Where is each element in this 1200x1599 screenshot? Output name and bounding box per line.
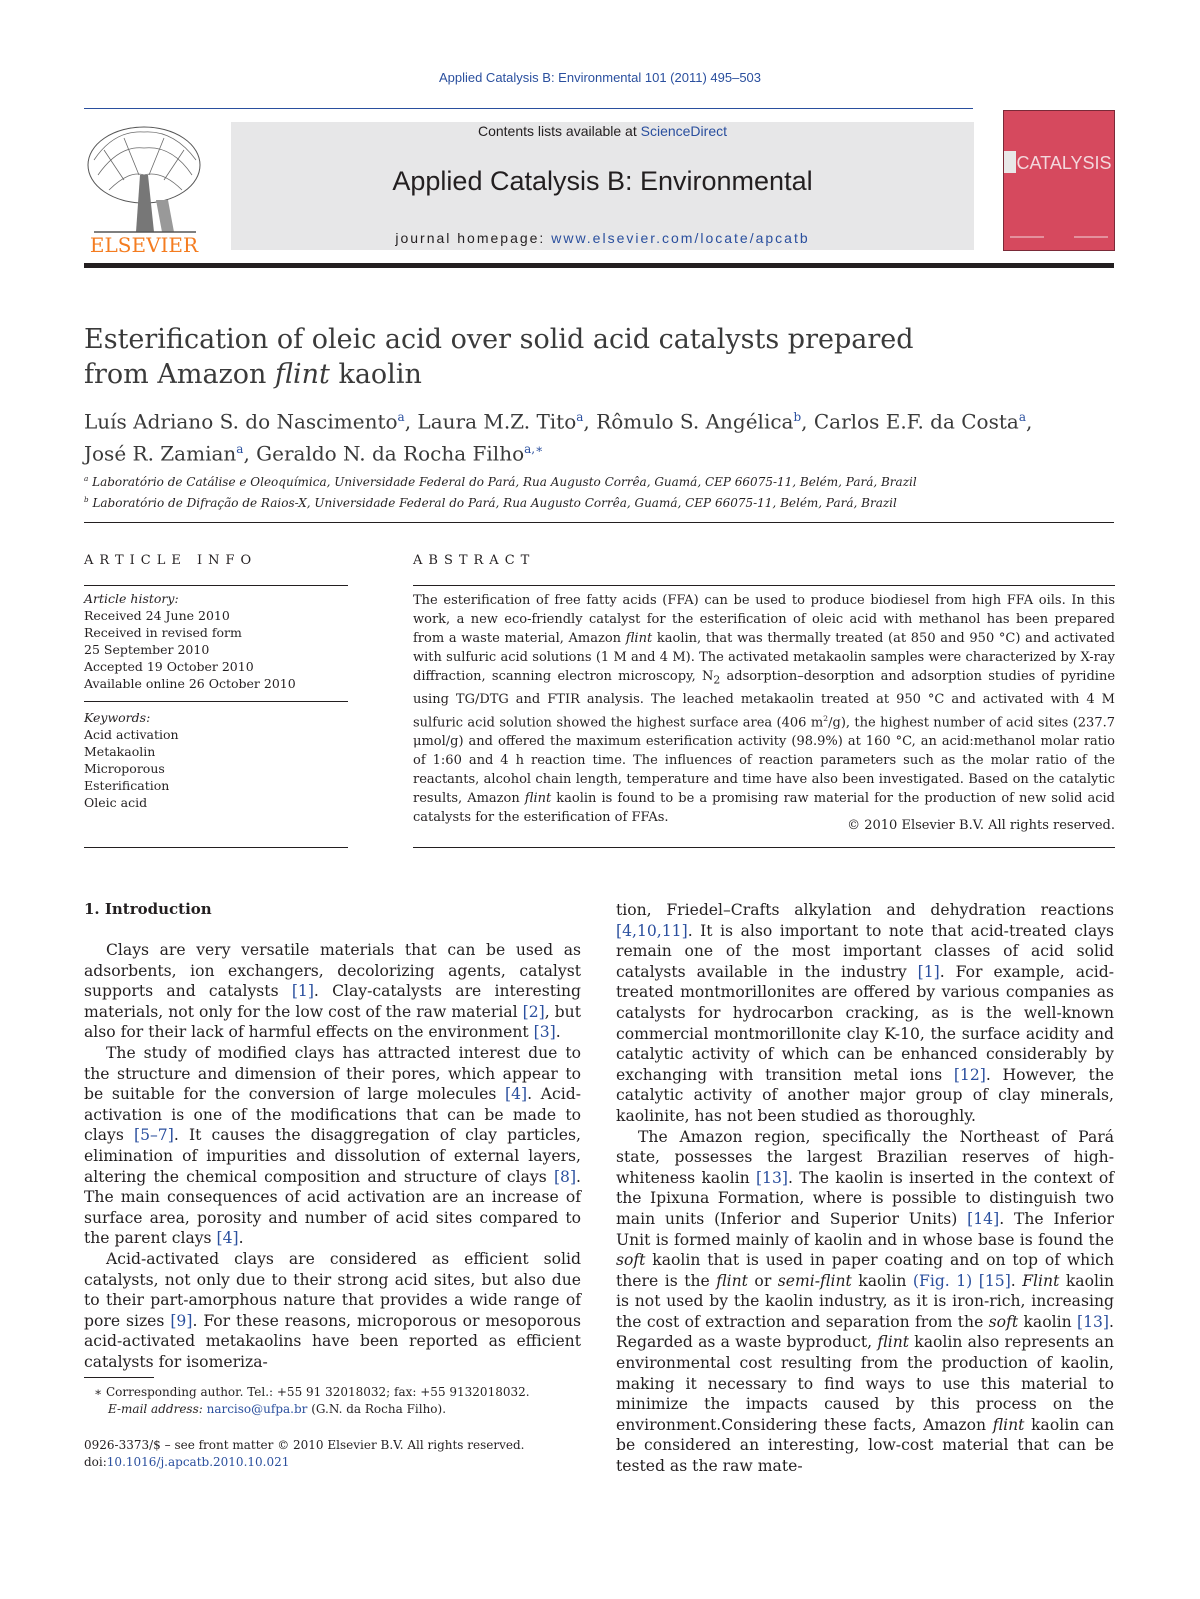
author-sep: , bbox=[404, 409, 418, 434]
doi-link[interactable]: 10.1016/j.apcatb.2010.10.021 bbox=[106, 1455, 290, 1469]
footnote-line: ∗ Corresponding author. Tel.: +55 91 32018032; fax: +55 9132018032. bbox=[94, 1385, 530, 1399]
paragraph bbox=[84, 1043, 581, 1249]
homepage-link[interactable]: www.elsevier.com/locate/apcatb bbox=[551, 230, 810, 246]
email-suffix: (G.N. da Rocha Filho). bbox=[307, 1402, 447, 1416]
text-run: kaolin bbox=[851, 1271, 913, 1290]
text-run: . For these reasons, microporous or mesoporous acid-activated metakaolins have been reported as efficient catalysts for isomeriza- bbox=[84, 1311, 582, 1371]
abstract-em: flint bbox=[625, 631, 653, 646]
affiliation bbox=[84, 491, 1114, 512]
text-run: . Regarded as a waste byproduct, bbox=[616, 1312, 1114, 1352]
title-line-2-pre: from Amazon bbox=[84, 359, 275, 390]
text-run: tion, Friedel–Crafts alkylation and dehydration reactions bbox=[616, 901, 1114, 919]
sciencedirect-link[interactable]: ScienceDirect bbox=[640, 123, 727, 139]
email-label: E-mail address: bbox=[108, 1402, 207, 1416]
text-run: kaolin that is used in paper coating and on top of which there is the bbox=[616, 1251, 1114, 1290]
citation-link[interactable]: [13] bbox=[1077, 1312, 1110, 1331]
citation-link[interactable]: (Fig. 1) bbox=[912, 1271, 973, 1290]
text-run: The Amazon region, specifically the Northeast of Pará state, possesses the largest Brazilian reserves of high-whiteness kaolin bbox=[616, 1127, 1114, 1187]
text-run: . It is also important to note that acid-treated clays remain one of the most important classes of acid solid catalysts available in the industry bbox=[616, 921, 1114, 981]
abstract-sup: 2 bbox=[823, 713, 829, 723]
history-item: Available online 26 October 2010 bbox=[84, 676, 296, 691]
emphasis: soft bbox=[616, 1251, 646, 1270]
author[interactable]: Laura M.Z. Tito bbox=[417, 409, 577, 434]
text-run: kaolin also represents an environmental cost resulting from the production of kaolin, making it necessary to find ways to use this material to minimize the impacts caused by this process on the environment.Considering these facts, Amazon bbox=[616, 1333, 1114, 1434]
citation-link[interactable]: [14] bbox=[967, 1209, 1000, 1228]
text-run: . The kaolin is inserted in the context of the Ipixuna Formation, where is possible to distinguish two main units (Inferior and Superior Units) bbox=[616, 1168, 1114, 1228]
cover-art bbox=[1004, 111, 1114, 250]
keyword: Oleic acid bbox=[84, 795, 148, 810]
text-run: , but also for their lack of harmful effects on the environment bbox=[84, 1002, 581, 1042]
footnote-rule bbox=[84, 1377, 154, 1378]
abstract-part: kaolin is found to be a promising raw material for the production of new solid acid catalysts for the esterification of FFAs. bbox=[413, 790, 1115, 825]
history-label bbox=[84, 590, 348, 607]
author-sep: , bbox=[801, 409, 814, 434]
author[interactable]: Carlos E.F. da Costa bbox=[813, 409, 1019, 434]
journal-banner bbox=[231, 122, 974, 250]
doi-line bbox=[84, 1454, 581, 1471]
journal-name: Applied Catalysis B: Environmental bbox=[392, 166, 813, 196]
emphasis: flint bbox=[877, 1333, 910, 1352]
footnote-email bbox=[84, 1401, 581, 1418]
affiliation-mark: b bbox=[84, 495, 89, 504]
affiliation bbox=[84, 470, 1114, 491]
abstract-heading: ABSTRACT bbox=[413, 553, 536, 568]
contents-line bbox=[231, 122, 974, 140]
history-item: 25 September 2010 bbox=[84, 642, 210, 657]
title-line-1: Esterification of oleic acid over solid acid catalysts prepared bbox=[84, 324, 914, 355]
author-affil-mark[interactable]: a,∗ bbox=[524, 441, 544, 456]
article-title bbox=[84, 322, 984, 392]
keyword: Microporous bbox=[84, 761, 165, 776]
keyword: Acid activation bbox=[84, 727, 179, 742]
abstract-rule bbox=[413, 585, 1115, 586]
top-rule bbox=[84, 108, 973, 109]
abstract-copyright: © 2010 Elsevier B.V. All rights reserved. bbox=[847, 818, 1115, 833]
keywords-label bbox=[84, 709, 348, 726]
abstract-part: adsorption–desorption and adsorption studies of pyridine using TG/DTG and FTIR analysis. The leached metakaolin treated at 950 °C and activated with 4 M sulfuric acid solution showed the highest surface area (406 m bbox=[413, 669, 1116, 730]
author-affil-mark[interactable]: a bbox=[236, 441, 244, 456]
abstract-part: /g), the highest number of acid sites (237.7 μmol/g) and offered the maximum esterification activity (98.9%) at 160 °C, an acid:methanol molar ratio of 1:60 and 4 h reaction time. The influences of reaction parameters such as the molar ratio of the reactants, alcohol chain length, temperature and time have also been investigated. Based on the catalytic results, Amazon bbox=[413, 714, 1116, 806]
text-run: kaolin is not used by the kaolin industry, as it is iron-rich, increasing the cost of extraction and separation from the bbox=[616, 1271, 1114, 1331]
text-run: . bbox=[555, 1023, 561, 1042]
text-run: . The Inferior Unit is formed mainly of kaolin and in whose base is found the bbox=[616, 1209, 1114, 1249]
author-affil-mark[interactable]: a bbox=[576, 410, 584, 424]
contents-prefix: Contents lists available at bbox=[477, 123, 641, 139]
issn-line: 0926-3373/$ – see front matter © 2010 Elsevier B.V. All rights reserved. bbox=[84, 1438, 525, 1452]
text-run: . Acid-activation is one of the modifications that can be made to clays bbox=[84, 1085, 581, 1145]
emphasis: flint bbox=[992, 1415, 1025, 1434]
emphasis: flint bbox=[716, 1271, 748, 1290]
history-item: Received 24 June 2010 bbox=[84, 608, 230, 623]
emphasis: Flint bbox=[1022, 1271, 1060, 1290]
text-run: Acid-activated clays are considered as efficient solid catalysts, not only due to their strong acid sites, but also due to their part-amorphous nature that provides a wide range of pore sizes bbox=[84, 1249, 581, 1330]
citation-link[interactable]: [3] bbox=[533, 1023, 556, 1042]
citation-link[interactable]: [1] bbox=[291, 982, 314, 1001]
affiliation-text: Laboratório de Catálise e Oleoquímica, Universidade Federal do Pará, Rua Augusto Corrêa, Guamá, CEP 66075-11, Belém, Pará, Brazil bbox=[92, 475, 917, 489]
text-run: . It causes the disaggregation of clay particles, elimination of impurities and dissolution of external layers, altering the chemical composition and structure of clays bbox=[84, 1126, 581, 1186]
homepage-line bbox=[231, 230, 974, 246]
affiliations bbox=[84, 470, 1114, 512]
text-run: . bbox=[238, 1229, 244, 1248]
abstract-em: flint bbox=[524, 790, 552, 806]
citation-link[interactable]: [15] bbox=[978, 1271, 1011, 1290]
section-heading-introduction: 1. Introduction bbox=[84, 900, 212, 918]
article-info-bottom-rule bbox=[84, 847, 348, 848]
author[interactable]: Rômulo S. Angélica bbox=[596, 409, 794, 434]
history-item: Accepted 19 October 2010 bbox=[84, 659, 254, 674]
keywords-rule bbox=[84, 701, 348, 702]
citation-link[interactable]: [1] bbox=[917, 962, 940, 981]
paragraph bbox=[84, 1249, 581, 1373]
affiliation-text: Laboratório de Difração de Raios-X, Universidade Federal do Pará, Rua Augusto Corrêa, Guamá, CEP 66075-11, Belém, Pará, Brazil bbox=[92, 496, 897, 510]
author-sep: , bbox=[1025, 409, 1033, 434]
emphasis: semi-flint bbox=[777, 1271, 852, 1290]
text-run: . The main consequences of acid activation are an increase of surface area, porosity and number of acid sites compared to the parent clays bbox=[84, 1167, 581, 1248]
affiliation-mark: a bbox=[84, 474, 89, 483]
elsevier-wordmark: ELSEVIER bbox=[89, 233, 199, 255]
front-matter bbox=[84, 1437, 581, 1471]
text-run: or bbox=[747, 1271, 778, 1290]
author[interactable]: José R. Zamian bbox=[84, 441, 237, 466]
author[interactable]: Luís Adriano S. do Nascimento bbox=[84, 409, 398, 434]
text-run: . For example, acid-treated montmorillonites are offered by various companies as catalysts for hydrocarbon cracking, as is the well-known commercial montmorillonite clay K-10, the surface acidity and catalytic activity of which can be enhanced considerably by exchanging with transition metal ions bbox=[616, 962, 1114, 1084]
article-info bbox=[84, 586, 348, 811]
abstract-sub: 2 bbox=[713, 673, 721, 687]
doi-prefix: doi: bbox=[84, 1455, 107, 1469]
tree-icon bbox=[84, 120, 204, 255]
paragraph bbox=[616, 1127, 1114, 1477]
text-run: The study of modified clays has attracted interest due to the structure and dimension of their pores, which appear to be suitable for the conversion of large molecules bbox=[84, 1043, 581, 1104]
paragraph bbox=[84, 940, 581, 1043]
text-run: . Clay-catalysts are interesting materials, not only for the low cost of the raw material bbox=[84, 982, 581, 1021]
citation-link[interactable]: [9] bbox=[170, 1311, 193, 1330]
citation-link[interactable]: [13] bbox=[755, 1168, 788, 1187]
emphasis: soft bbox=[988, 1312, 1019, 1331]
abstract-part: The esterification of free fatty acids (FFA) can be used to produce biodiesel from high FFA oils. In this work, a new eco-friendly catalyst for the esterification of oleic acid with methanol has been prepared from a waste material, Amazon bbox=[413, 593, 1115, 646]
text-run: kaolin can be considered an interesting, low-cost material that can be tested as the raw mate- bbox=[616, 1415, 1114, 1476]
citation-link[interactable]: [4,10,11] bbox=[616, 921, 688, 940]
citation-link[interactable]: [4] bbox=[216, 1229, 239, 1248]
citation-link[interactable]: [12] bbox=[953, 1065, 986, 1084]
citation-link[interactable]: [8] bbox=[553, 1167, 577, 1186]
citation-link[interactable]: [2] bbox=[522, 1002, 545, 1021]
journal-citation[interactable]: Applied Catalysis B: Environmental 101 (2011) 495–503 bbox=[438, 70, 762, 85]
article-info-heading: ARTICLE INFO bbox=[84, 553, 258, 568]
cover-title: CATALYSIS bbox=[1016, 153, 1112, 173]
title-line-2 bbox=[84, 357, 984, 392]
text-run: Clays are very versatile materials that can be used as adsorbents, ion exchangers, decolorizing agents, catalyst supports and catalysts bbox=[84, 941, 581, 1001]
corresponding-author-footnote bbox=[84, 1384, 581, 1418]
affiliation-rule bbox=[84, 522, 1114, 523]
text-run: . However, the catalytic activity of another major group of clay minerals, kaolinite, has not been studied as thoroughly. bbox=[616, 1065, 1114, 1125]
citation-link[interactable]: [5–7] bbox=[134, 1126, 174, 1145]
author-affil-mark[interactable]: b bbox=[793, 410, 802, 424]
text-run: kaolin bbox=[1018, 1312, 1077, 1331]
history-item: Received in revised form bbox=[84, 625, 242, 640]
abstract-bottom-rule bbox=[413, 847, 1115, 848]
text-run: . bbox=[1010, 1271, 1023, 1290]
citation-link[interactable]: [4] bbox=[505, 1085, 528, 1104]
abstract-text bbox=[413, 591, 1115, 827]
title-line-2-post: kaolin bbox=[329, 359, 422, 390]
author-list bbox=[84, 404, 1114, 467]
header-thick-rule bbox=[84, 263, 1114, 268]
keyword: Esterification bbox=[84, 778, 170, 793]
author-affil-mark[interactable]: a bbox=[1018, 410, 1026, 424]
abstract-part: kaolin, that was thermally treated (at 850 and 950 °C) and activated with sulfuric acid solutions (1 M and 4 M). The activated metakaolin samples were characterized by X-ray diffraction, scanning electron microscopy, N bbox=[413, 631, 1115, 684]
homepage-prefix: journal homepage: bbox=[395, 230, 552, 246]
journal-cover[interactable] bbox=[1003, 110, 1115, 251]
author-sep: , bbox=[583, 409, 597, 434]
author[interactable]: Geraldo N. da Rocha Filho bbox=[256, 441, 525, 466]
author-affil-mark[interactable]: a bbox=[397, 410, 405, 424]
paragraph bbox=[616, 900, 1114, 1127]
keyword: Metakaolin bbox=[84, 744, 156, 759]
elsevier-logo bbox=[84, 120, 204, 255]
author-sep: , bbox=[243, 441, 257, 466]
body-column-left bbox=[84, 940, 581, 1372]
title-line-2-em: flint bbox=[275, 359, 330, 390]
body-column-right bbox=[616, 900, 1114, 1477]
email-link[interactable]: narciso@ufpa.br bbox=[206, 1402, 308, 1416]
history-label-text: Article history: bbox=[84, 591, 179, 606]
keywords-label-text: Keywords: bbox=[84, 710, 151, 725]
